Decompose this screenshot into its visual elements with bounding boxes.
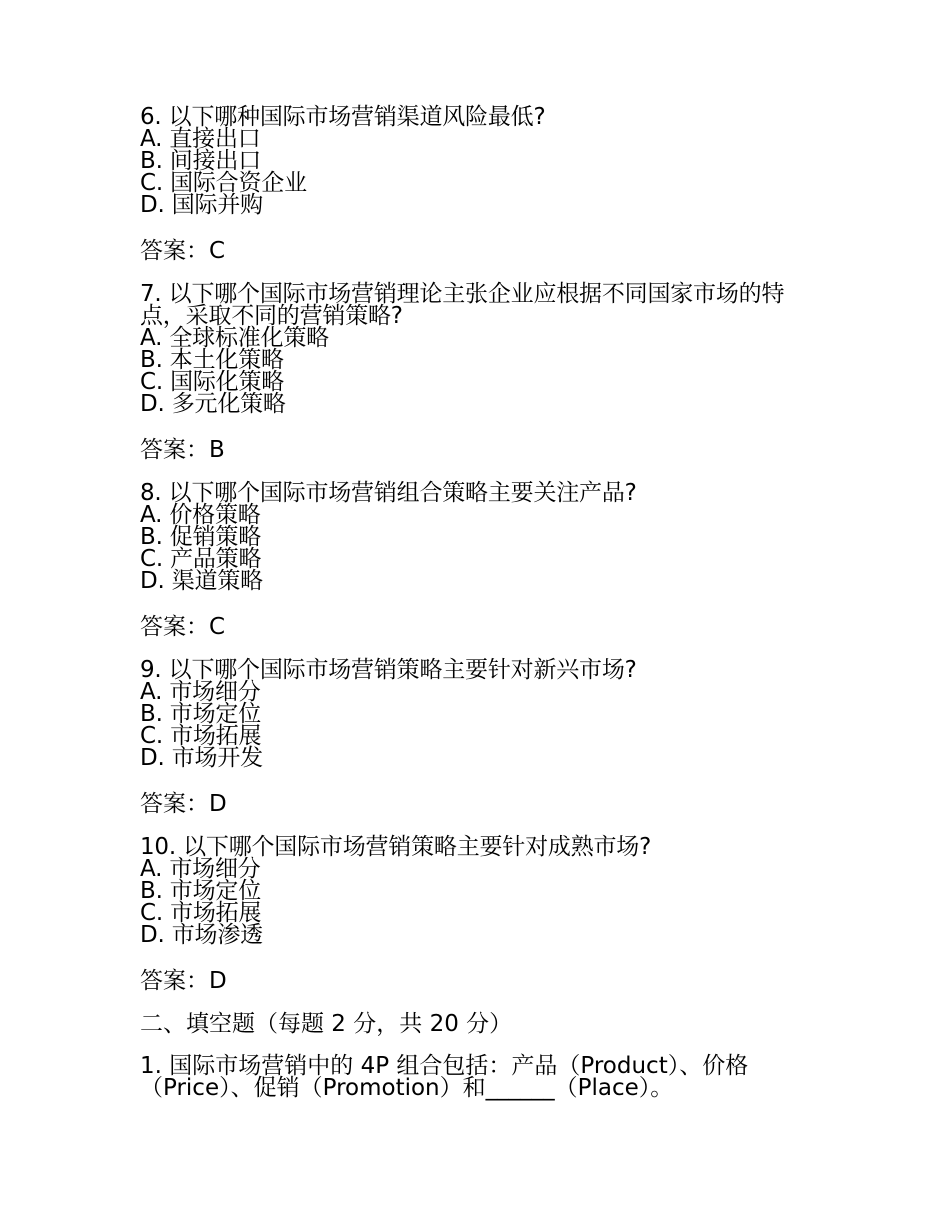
question-7 [140,283,820,461]
answer: 答案：D [140,791,227,817]
option-a: A. 市场细分 [140,856,261,882]
answer: 答案：B [140,437,225,463]
section-title: 二、填空题（每题 2 分，共 20 分） [140,1011,513,1037]
question-stem: 9. 以下哪个国际市场营销策略主要针对新兴市场? [140,657,637,683]
option-c: C. 国际化策略 [140,369,285,395]
question-8 [140,482,820,638]
option-b: B. 本土化策略 [140,347,284,373]
question-stem: 10. 以下哪个国际市场营销策略主要针对成熟市场? [140,834,652,860]
option-b: B. 市场定位 [140,878,262,904]
question-10 [140,836,820,992]
option-d: D. 市场渗透 [140,922,263,948]
option-d: D. 国际并购 [140,192,263,218]
option-c: C. 国际合资企业 [140,170,307,196]
answer: 答案：C [140,614,226,640]
option-c: C. 市场拓展 [140,900,262,926]
answer: 答案：C [140,238,226,264]
option-b: B. 间接出口 [140,148,262,174]
document-page [140,106,820,1099]
option-d: D. 市场开发 [140,745,263,771]
option-d: D. 多元化策略 [140,391,286,417]
answer: 答案：D [140,968,227,994]
option-b: B. 促销策略 [140,524,262,550]
question-stem: 7. 以下哪个国际市场营销理论主张企业应根据不同国家市场的特点，采取不同的营销策略? [140,281,785,329]
question-9 [140,659,820,815]
question-stem: 8. 以下哪个国际市场营销组合策略主要关注产品? [140,480,637,506]
option-a: A. 市场细分 [140,679,261,705]
fill-blank-question-1: 1. 国际市场营销中的 4P 组合包括：产品（Product）、价格（Price）、促销（Promotion）和______（Place）。 [140,1053,749,1101]
question-6 [140,106,820,262]
option-b: B. 市场定位 [140,701,262,727]
option-a: A. 直接出口 [140,126,261,152]
option-a: A. 全球标准化策略 [140,325,329,351]
option-c: C. 产品策略 [140,546,262,572]
option-c: C. 市场拓展 [140,723,262,749]
question-stem: 6. 以下哪种国际市场营销渠道风险最低? [140,104,546,130]
option-d: D. 渠道策略 [140,568,263,594]
option-a: A. 价格策略 [140,502,261,528]
